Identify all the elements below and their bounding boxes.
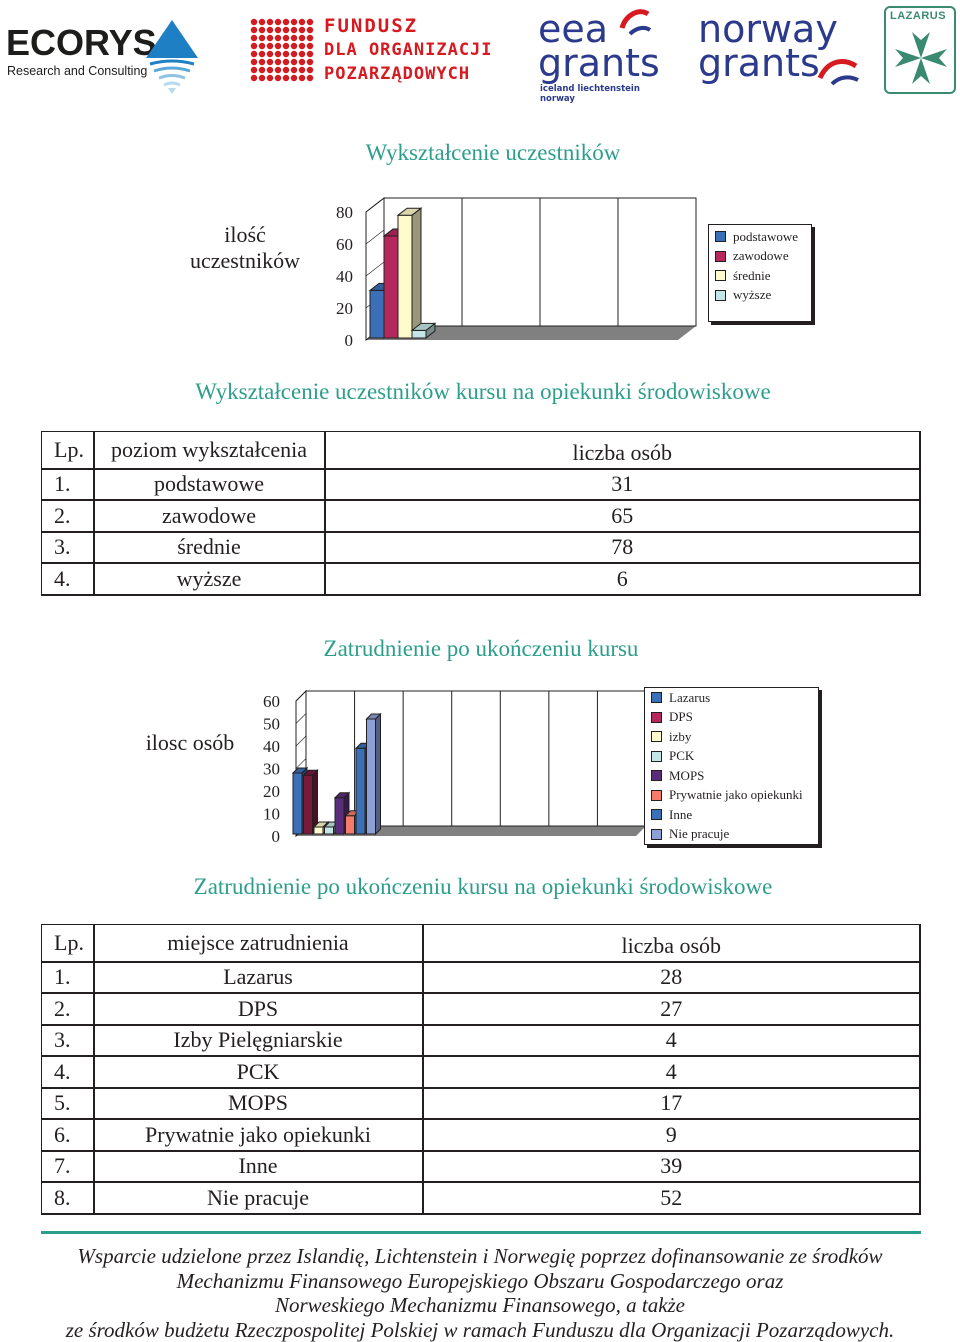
chart2-ytick-label: 0 — [272, 827, 281, 846]
chart1-legend-label: podstawowe — [733, 229, 798, 245]
chart2-legend-item — [645, 786, 818, 806]
chart2-legend-swatch — [651, 751, 662, 762]
chart2-bar-8 — [367, 714, 381, 834]
fundusz-logo — [248, 12, 488, 92]
chart2-bar-front — [367, 719, 376, 834]
table2-row — [42, 1119, 921, 1151]
table2-cell: Prywatnie jako opiekunki — [94, 1119, 423, 1151]
eea-grants-logo — [538, 4, 658, 96]
chart1-ytick-label: 60 — [336, 235, 353, 254]
chart2-legend-label: Lazarus — [669, 690, 710, 706]
table1-cell: 1. — [42, 469, 94, 501]
footer-line1: Wsparcie udzielone przez Islandię, Lichtenstein i Norwegię poprzez dofinansowanie ze środków — [20, 1244, 940, 1269]
chart2-bar-front — [346, 816, 355, 834]
table1-cell: 6 — [325, 563, 921, 595]
table2-header-cell: miejsce zatrudnienia — [94, 925, 423, 962]
chart2-legend-item — [645, 727, 818, 747]
table2-header-cell: Lp. — [42, 925, 94, 962]
table2-cell: PCK — [94, 1056, 423, 1088]
chart2-ytick-label: 20 — [263, 782, 280, 801]
table2-cell: 5. — [42, 1088, 94, 1120]
footer-text — [20, 1244, 940, 1342]
chart2-legend-item — [645, 688, 818, 708]
table2-cell: 27 — [423, 993, 921, 1025]
chart2-legend-item — [645, 747, 818, 767]
chart2-plot — [248, 680, 648, 850]
chart1-legend-swatch — [715, 270, 726, 281]
chart1-legend-swatch — [715, 231, 726, 242]
table2-cell: 28 — [423, 962, 921, 994]
chart2-legend-label: Prywatnie jako opiekunki — [669, 787, 803, 803]
table1-cell: 31 — [325, 469, 921, 501]
fundusz-logo-line1: FUNDUSZ — [324, 14, 494, 38]
chart2-legend-swatch — [651, 829, 662, 840]
chart2-bar-front — [314, 827, 323, 834]
chart2-legend-swatch — [651, 809, 662, 820]
chart2-ytick-label: 40 — [263, 737, 280, 756]
chart2-legend-swatch — [651, 731, 662, 742]
table1-row — [42, 500, 921, 532]
table2-cell: Inne — [94, 1151, 423, 1183]
table1-cell: wyższe — [94, 563, 325, 595]
table1-cell: średnie — [94, 532, 325, 564]
chart1-bar-3 — [398, 208, 421, 338]
table2-row — [42, 993, 921, 1025]
table1-cell: 4. — [42, 563, 94, 595]
table2-cell: 3. — [42, 1025, 94, 1057]
chart1-ytick-label: 20 — [336, 299, 353, 318]
chart1-bar-side — [412, 208, 421, 338]
chart2-legend-swatch — [651, 790, 662, 801]
table1-caption: Wykształcenie uczestników kursu na opiekunki środowiskowe — [120, 379, 846, 405]
chart2-bar-front — [293, 773, 302, 834]
table1 — [41, 431, 921, 596]
chart2-bar-front — [356, 748, 365, 834]
table1-cell: 3. — [42, 532, 94, 564]
chart1-bar-front — [412, 330, 426, 338]
chart2-legend-item — [645, 825, 818, 845]
chart1-ytick-label: 40 — [336, 267, 353, 286]
chart2-legend-label: DPS — [669, 709, 693, 725]
chart2-legend-label: Inne — [669, 807, 692, 823]
table2-cell: 9 — [423, 1119, 921, 1151]
table2-caption: Zatrudnienie po ukończeniu kursu na opiekunki środowiskowe — [120, 874, 846, 900]
chart1-ylabel-line2: uczestników — [165, 248, 325, 274]
chart2-ytick-label: 50 — [263, 715, 280, 734]
chart2-bar-2 — [304, 770, 318, 834]
table2-cell: MOPS — [94, 1088, 423, 1120]
norway-swirl-icon — [816, 52, 860, 88]
table2-row — [42, 1182, 921, 1214]
table2 — [41, 924, 921, 1215]
table2-cell: 6. — [42, 1119, 94, 1151]
lazarus-logo-name: LAZARUS — [890, 10, 946, 22]
footer-line3: Norweskiego Mechanizmu Finansowego, a także — [20, 1293, 940, 1318]
chart2-legend — [644, 687, 819, 845]
chart2-legend-label: izby — [669, 729, 691, 745]
chart1-legend-item — [709, 286, 811, 306]
eea-logo-sub: iceland liechtenstein norway — [540, 84, 658, 104]
chart1-bar-front — [384, 236, 398, 338]
chart1-bar-front — [370, 290, 384, 338]
chart2-legend-label: PCK — [669, 748, 694, 764]
ecorys-triangle-icon — [144, 18, 200, 94]
fundusz-logo-line2: DLA ORGANIZACJI — [324, 38, 494, 62]
table2-row — [42, 962, 921, 994]
table1-row — [42, 532, 921, 564]
chart1-ylabel-line1: ilość — [165, 222, 325, 248]
chart1-legend-item — [709, 227, 811, 247]
table2-cell: 39 — [423, 1151, 921, 1183]
table2-header-cell: liczba osób — [423, 925, 921, 962]
ecorys-logo — [6, 18, 201, 98]
table2-cell: DPS — [94, 993, 423, 1025]
chart2-bar-front — [325, 827, 334, 834]
table1-header-row — [42, 432, 921, 469]
chart1-legend — [708, 224, 812, 322]
table1-header-cell: liczba osób — [325, 432, 921, 469]
table2-row — [42, 1088, 921, 1120]
chart2-bar-front — [304, 775, 313, 834]
fundusz-dots-icon — [248, 16, 318, 88]
chart2-legend-swatch — [651, 712, 662, 723]
chart2-title: Zatrudnienie po ukończeniu kursu — [270, 636, 692, 662]
chart2-ytick-label: 30 — [263, 760, 280, 779]
chart2-legend-swatch — [651, 770, 662, 781]
chart1-ylabel — [165, 222, 325, 274]
ecorys-logo-tagline: Research and Consulting — [7, 64, 147, 78]
table2-cell: Lazarus — [94, 962, 423, 994]
chart2-legend-item — [645, 708, 818, 728]
table2-row — [42, 1025, 921, 1057]
footer-line4: ze środków budżetu Rzeczpospolitej Polskiej w ramach Funduszu dla Organizacji Pozarządowych. — [20, 1318, 940, 1342]
chart1-legend-label: średnie — [733, 268, 771, 284]
norway-logo-line2: grants — [698, 44, 820, 82]
footer-line2: Mechanizmu Finansowego Europejskiego Obszaru Gospodarczego oraz — [20, 1269, 940, 1294]
norway-grants-logo — [698, 10, 863, 92]
chart1-bar-front — [398, 215, 412, 338]
table2-cell: Nie pracuje — [94, 1182, 423, 1214]
table1-cell: podstawowe — [94, 469, 325, 501]
eea-swirl-icon — [616, 4, 652, 40]
chart2-legend-item — [645, 766, 818, 786]
fundusz-logo-line3: POZARZĄDOWYCH — [324, 62, 494, 86]
chart2-bar-side — [376, 714, 381, 834]
table2-cell: 4 — [423, 1025, 921, 1057]
chart1-legend-swatch — [715, 251, 726, 262]
chart1-title: Wykształcenie uczestników — [290, 140, 696, 166]
chart1-legend-item — [709, 247, 811, 267]
table1-cell: 65 — [325, 500, 921, 532]
table1-cell: 78 — [325, 532, 921, 564]
table2-cell: 7. — [42, 1151, 94, 1183]
chart2-ytick-label: 60 — [263, 692, 280, 711]
chart1-legend-item — [709, 266, 811, 286]
eea-logo-line2: grants — [538, 44, 660, 82]
table1-row — [42, 469, 921, 501]
table2-cell: Izby Pielęgniarskie — [94, 1025, 423, 1057]
table1-row — [42, 563, 921, 595]
chart2-ytick-label: 10 — [263, 805, 280, 824]
table2-cell: 1. — [42, 962, 94, 994]
chart1-plot — [320, 180, 710, 355]
chart1-ytick-label: 0 — [345, 331, 354, 350]
chart1-legend-label: wyższe — [733, 287, 771, 303]
table2-cell: 4 — [423, 1056, 921, 1088]
chart2-legend-label: Nie pracuje — [669, 826, 729, 842]
table2-cell: 52 — [423, 1182, 921, 1214]
table2-cell: 8. — [42, 1182, 94, 1214]
chart1-legend-label: zawodowe — [733, 248, 789, 264]
chart1-ytick-label: 80 — [336, 203, 353, 222]
table2-cell: 4. — [42, 1056, 94, 1088]
table2-header-row — [42, 925, 921, 962]
chart2-legend-label: MOPS — [669, 768, 704, 784]
chart2-legend-swatch — [651, 692, 662, 703]
chart2-legend-item — [645, 805, 818, 825]
chart2-ylabel: ilosc osób — [130, 730, 250, 756]
fundusz-logo-text — [324, 14, 494, 86]
ecorys-logo-name: ECORYS — [6, 22, 157, 64]
table1-cell: 2. — [42, 500, 94, 532]
chart1-legend-swatch — [715, 290, 726, 301]
eea-logo-line1: eea — [538, 10, 608, 48]
maltese-cross-icon — [892, 28, 950, 88]
footer-rule — [41, 1231, 921, 1234]
table1-cell: zawodowe — [94, 500, 325, 532]
norway-logo-line1: norway — [698, 10, 838, 48]
chart2-bar-front — [335, 798, 344, 834]
lazarus-logo — [884, 6, 956, 94]
table1-header-cell: poziom wykształcenia — [94, 432, 325, 469]
table2-row — [42, 1151, 921, 1183]
table2-cell: 17 — [423, 1088, 921, 1120]
table2-row — [42, 1056, 921, 1088]
table1-header-cell: Lp. — [42, 432, 94, 469]
table2-cell: 2. — [42, 993, 94, 1025]
